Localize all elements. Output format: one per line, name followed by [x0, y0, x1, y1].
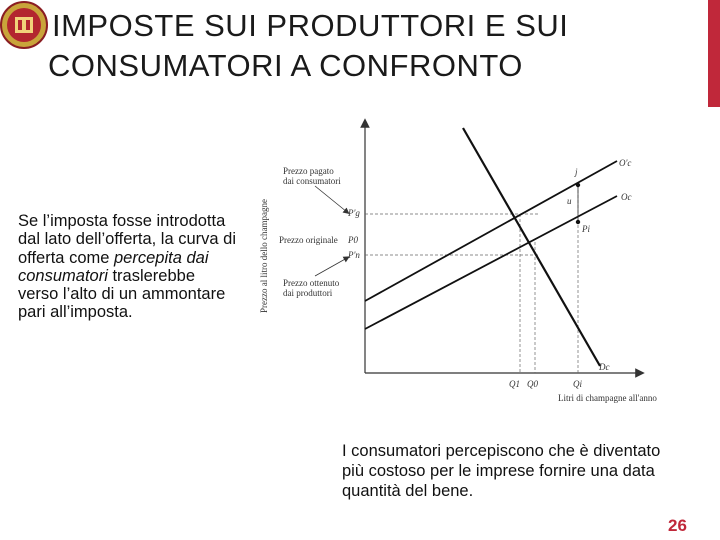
point-i	[576, 220, 580, 224]
tax-incidence-graph	[255, 118, 685, 408]
tick-p-0: P0	[348, 235, 358, 245]
label-u: u	[567, 196, 572, 206]
right-text-block: I consumatori percepiscono che è diventato più costoso per le imprese fornire una data quantità del bene.	[342, 442, 661, 500]
label-received-price: Prezzo ottenuto dai produttori	[283, 278, 340, 298]
tick-p-n: P'n	[348, 250, 360, 260]
demand-curve	[463, 128, 600, 366]
tick-q0: Q0	[527, 379, 538, 389]
supply-curve-shifted	[365, 161, 617, 301]
label-d-c: Dc	[599, 362, 610, 372]
label-paid-price: Prezzo pagato dai consumatori	[283, 166, 341, 186]
supply-curve-original	[365, 196, 617, 329]
x-axis-label: Litri di champagne all'anno	[558, 393, 657, 403]
left-text-part-1: Se l’imposta fosse introdotta dal lato dell’offerta, la curva di offerta come	[18, 212, 236, 267]
university-seal-logo	[0, 0, 48, 50]
arrow-received	[315, 258, 347, 276]
title-line-1: IMPOSTE SUI PRODUTTORI E SUI	[52, 8, 569, 43]
y-axis-label: Prezzo al litro dello champagne	[259, 199, 269, 313]
title-line-2: CONSUMATORI A CONFRONTO	[48, 48, 523, 83]
label-p-i: Pi	[582, 224, 590, 234]
tick-qi: Qi	[573, 379, 582, 389]
label-o-prime: O'c	[619, 158, 632, 168]
label-j: j	[575, 167, 578, 177]
label-original-price: Prezzo originale	[279, 235, 338, 245]
point-j	[576, 183, 580, 187]
arrow-paid	[315, 186, 347, 212]
tick-q1: Q1	[509, 379, 520, 389]
accent-bar	[708, 0, 720, 107]
left-text-emphasis: percepita dai consumatori	[18, 248, 209, 285]
slide-title	[48, 6, 698, 86]
left-text-part-2: traslerebbe verso l’alto di un ammontare pari all’imposta.	[18, 266, 226, 322]
label-o-c: Oc	[621, 192, 632, 202]
left-text-block	[18, 212, 238, 322]
tick-p-g: P'g	[348, 208, 360, 218]
page-number: 26	[668, 516, 687, 535]
